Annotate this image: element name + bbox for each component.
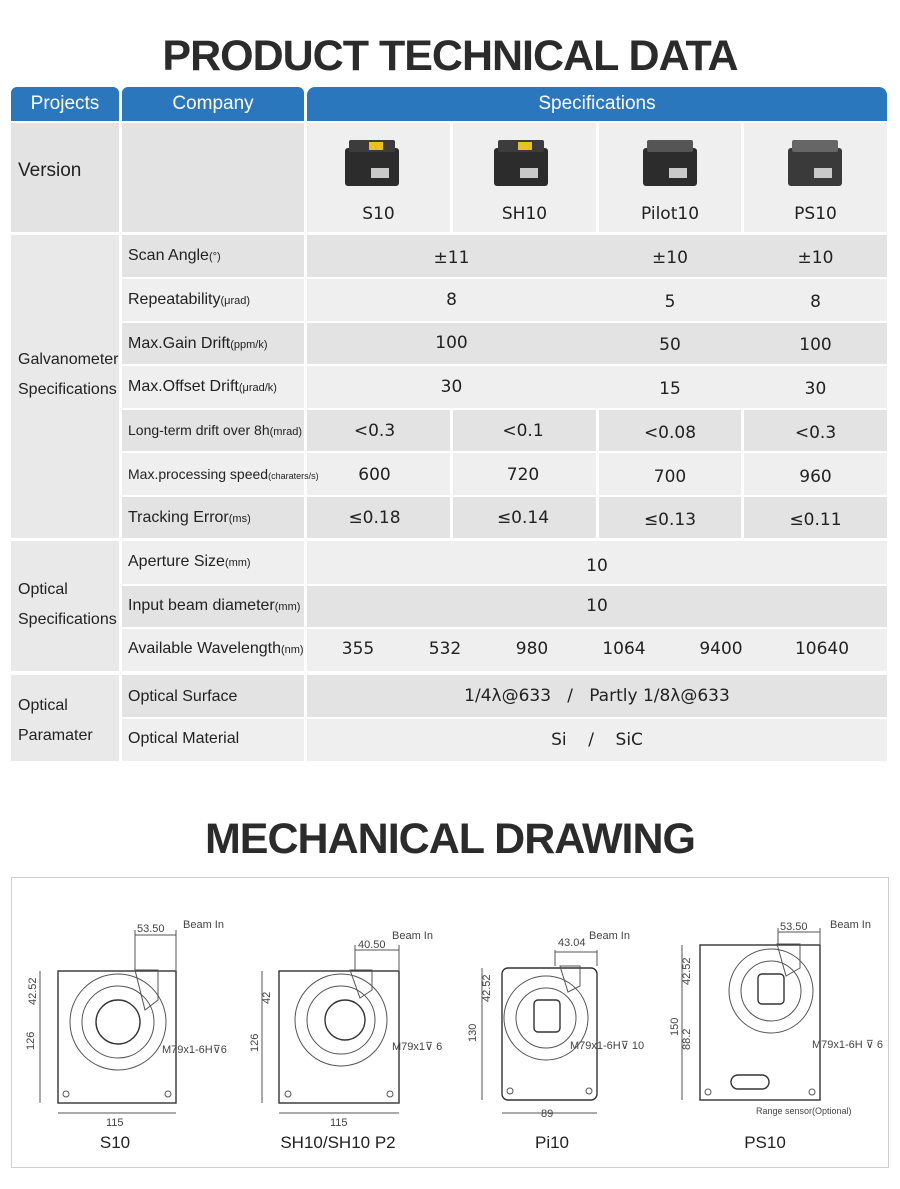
row-label-long-term-drift: Long-term drift over 8h(mrad) bbox=[128, 422, 303, 438]
s10-ring bbox=[82, 986, 154, 1058]
row-label-offset-drift: Max.Offset Drift(μrad/k) bbox=[128, 378, 277, 395]
wavelength-355: 355 bbox=[341, 639, 375, 659]
pi10-beam-port bbox=[560, 966, 580, 992]
sh10-thread: M79x1⊽ 6 bbox=[392, 1041, 443, 1053]
speed-sh10: 720 bbox=[506, 465, 540, 485]
gain-drift-s10-sh10: 100 bbox=[435, 333, 468, 353]
optical-group-label-2: Specifications bbox=[18, 611, 117, 628]
sh10-beam-port bbox=[350, 970, 372, 998]
s10-height-dim: 126 bbox=[25, 1031, 37, 1050]
row-label-gain-drift: Max.Gain Drift(ppm/k) bbox=[128, 335, 268, 352]
sh10-screw bbox=[387, 1091, 393, 1097]
scan-angle-ps10: ±10 bbox=[797, 248, 834, 268]
ps10-height-dim: 150 bbox=[669, 1017, 681, 1036]
pi10-width-dim: 89 bbox=[541, 1108, 554, 1120]
scan-angle-pilot10: ±10 bbox=[652, 248, 688, 268]
galvo-group-label-1: Galvanometer bbox=[18, 351, 119, 368]
header-specifications: Specifications bbox=[307, 87, 887, 121]
s10-mirror bbox=[96, 1000, 140, 1044]
row-label-beam-diameter: Input beam diameter(mm) bbox=[128, 597, 301, 614]
mechanical-drawing-title: MECHANICAL DRAWING bbox=[204, 815, 696, 863]
long-term-drift-ps10: <0.3 bbox=[794, 423, 837, 443]
drawing-s10 bbox=[25, 919, 227, 1129]
s10-outer-ring bbox=[70, 974, 166, 1070]
model-ps10: PS10 bbox=[794, 204, 837, 224]
pi10-ring bbox=[516, 988, 576, 1048]
s10-beam-label: Beam In bbox=[183, 919, 224, 931]
s10-side-dim: 42.52 bbox=[27, 977, 39, 1005]
drawing-pi10 bbox=[467, 930, 644, 1120]
wavelength-980: 980 bbox=[515, 639, 549, 659]
pi10-screw bbox=[586, 1088, 592, 1094]
row-label-processing-speed: Max.processing speed(charaters/s) bbox=[128, 466, 319, 482]
row-label-aperture: Aperture Size(mm) bbox=[128, 553, 251, 570]
optical-param-label-1: Optical bbox=[18, 697, 68, 714]
repeatability-pilot10: 5 bbox=[664, 292, 676, 312]
drawing-ps10 bbox=[669, 919, 883, 1116]
optical-group-label-1: Optical bbox=[18, 581, 68, 598]
drawing-label-s10: S10 bbox=[99, 1133, 131, 1152]
offset-drift-pilot10: 15 bbox=[659, 379, 681, 399]
tracking-ps10: ≤0.11 bbox=[789, 510, 842, 530]
pi10-screw bbox=[507, 1088, 513, 1094]
scan-angle-s10-sh10: ±11 bbox=[433, 248, 470, 268]
pi10-thread: M79x1-6H⊽ 10 bbox=[570, 1040, 645, 1052]
s10-screw bbox=[165, 1091, 171, 1097]
row-label-optical-material: Optical Material bbox=[128, 730, 240, 747]
row-label-scan-angle: Scan Angle(°) bbox=[128, 247, 221, 264]
sh10-mirror bbox=[325, 1000, 365, 1040]
pi10-side-dim: 42.52 bbox=[481, 974, 493, 1002]
tracking-sh10: ≤0.14 bbox=[496, 508, 550, 528]
sh10-outline bbox=[279, 971, 399, 1103]
long-term-drift-pilot10: <0.08 bbox=[643, 423, 697, 443]
row-label-optical-surface: Optical Surface bbox=[128, 688, 238, 705]
sh10-side-dim: 42 bbox=[261, 991, 273, 1004]
wavelength-532: 532 bbox=[428, 639, 462, 659]
ps10-screw bbox=[809, 1089, 815, 1095]
offset-drift-ps10: 30 bbox=[804, 379, 827, 399]
tracking-pilot10: ≤0.13 bbox=[643, 510, 697, 530]
sh10-width-dim: 115 bbox=[330, 1117, 348, 1129]
speed-pilot10: 700 bbox=[653, 467, 687, 487]
pi10-beam-label: Beam In bbox=[589, 930, 630, 942]
row-label-tracking-error: Tracking Error(ms) bbox=[128, 509, 251, 526]
wavelength-9400: 9400 bbox=[699, 639, 743, 659]
sh10-beam-label: Beam In bbox=[392, 930, 433, 942]
ps10-mirror bbox=[758, 974, 784, 1004]
gain-drift-pilot10: 50 bbox=[659, 335, 681, 355]
ps10-ring bbox=[741, 961, 801, 1021]
speed-s10: 600 bbox=[358, 465, 391, 485]
row-label-wavelength: Available Wavelength(nm) bbox=[128, 640, 304, 657]
ps10-screw bbox=[705, 1089, 711, 1095]
ps10-top-dim: 53.50 bbox=[780, 921, 808, 933]
pi10-mirror bbox=[534, 1000, 560, 1032]
ps10-beam-port bbox=[777, 944, 800, 976]
pi10-top-dim: 43.04 bbox=[558, 937, 586, 949]
drawing-label-ps10: PS10 bbox=[744, 1133, 786, 1152]
repeatability-s10-sh10: 8 bbox=[446, 290, 457, 310]
long-term-drift-sh10: <0.1 bbox=[502, 421, 544, 441]
ps10-outline bbox=[700, 945, 820, 1100]
gain-drift-ps10: 100 bbox=[799, 335, 832, 355]
beam-diameter-value: 10 bbox=[586, 596, 608, 616]
s10-screw bbox=[63, 1091, 69, 1097]
tracking-s10: ≤0.18 bbox=[348, 508, 401, 528]
optical-param-label-2: Paramater bbox=[18, 727, 93, 744]
offset-drift-s10-sh10: 30 bbox=[440, 377, 463, 397]
drawing-sh10 bbox=[249, 930, 442, 1129]
wavelength-10640: 10640 bbox=[794, 639, 850, 659]
row-label-repeatability: Repeatability(μrad) bbox=[128, 291, 251, 308]
speed-ps10: 960 bbox=[799, 467, 832, 487]
version-label: Version bbox=[18, 160, 82, 181]
model-pilot10: Pilot10 bbox=[640, 204, 700, 224]
sh10-screw bbox=[285, 1091, 291, 1097]
technical-data-title: PRODUCT TECHNICAL DATA bbox=[162, 32, 738, 80]
sh10-height-dim: 126 bbox=[249, 1033, 261, 1052]
ps10-side-dim: 42.52 bbox=[681, 957, 693, 985]
s10-beam-port bbox=[135, 970, 158, 1010]
s10-thread: M79x1-6H⊽6 bbox=[162, 1044, 227, 1056]
repeatability-ps10: 8 bbox=[810, 292, 821, 312]
ps10-beam-label: Beam In bbox=[830, 919, 871, 931]
long-term-drift-s10: <0.3 bbox=[353, 421, 396, 441]
sh10-top-dim: 40.50 bbox=[358, 939, 386, 951]
s10-top-dim: 53.50 bbox=[137, 923, 165, 935]
model-sh10: SH10 bbox=[501, 204, 548, 224]
drawing-label-pi10: Pi10 bbox=[534, 1133, 570, 1152]
aperture-value: 10 bbox=[586, 556, 608, 576]
ps10-height2-dim: 88.2 bbox=[681, 1028, 693, 1050]
ps10-range-note: Range sensor(Optional) bbox=[756, 1106, 852, 1116]
optical-material-value: Si / SiC bbox=[551, 730, 643, 750]
wavelength-1064: 1064 bbox=[602, 639, 646, 659]
pi10-height-dim: 130 bbox=[467, 1023, 479, 1042]
model-s10: S10 bbox=[362, 204, 395, 224]
sh10-outer-ring bbox=[295, 974, 387, 1066]
header-company: Company bbox=[122, 87, 304, 121]
ps10-range-sensor bbox=[731, 1075, 769, 1089]
drawing-label-sh10: SH10/SH10 P2 bbox=[280, 1133, 396, 1152]
optical-surface-value: 1/4λ@633 / Partly 1/8λ@633 bbox=[464, 686, 730, 706]
header-projects: Projects bbox=[11, 87, 119, 121]
ps10-thread: M79x1-6H ⊽ 6 bbox=[812, 1039, 884, 1051]
s10-width-dim: 115 bbox=[106, 1117, 124, 1129]
galvo-group-label-2: Specifications bbox=[18, 381, 117, 398]
